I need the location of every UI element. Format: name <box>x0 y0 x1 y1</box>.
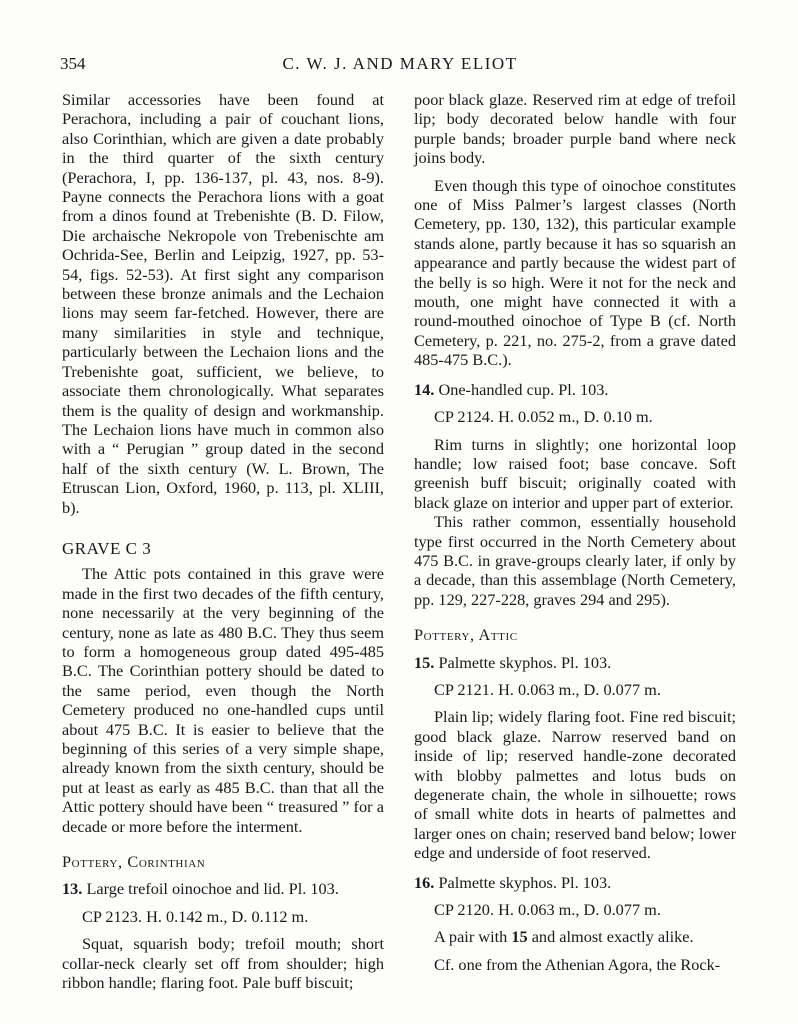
section-heading-attic: Pottery, Attic <box>414 625 518 645</box>
entry-16-title: Palmette skyphos. Pl. 103. <box>438 872 612 892</box>
right-column <box>414 90 736 974</box>
paragraph-household: This rather common, essentially household type first occurred in the North Cemetery about 475 B.C. in grave-groups clearly later, if only by a decade, than this assemblage (North Cemetery, pp. 129, 227-228, graves 294 and 295). <box>414 512 736 609</box>
entry-15-description: Plain lip; widely flaring foot. Fine red biscuit; good black glaze. Narrow reserved band on inside of lip; reserved handle-zone decorated with blobby palmettes and lotus buds on degenerate chain, the whole in silhouette; rows of small white dots in hearts of palmettes and larger ones on chain; reserved band below; lower edge and underside of foot reserved. <box>414 707 736 863</box>
paragraph-oinochoe: Even though this type of oinochoe constitutes one of Miss Palmer’s largest classes (North Cemetery, pp. 130, 132), this particular example stands alone, partly because it has so squarish an appearance and partly because the widest part of the belly is so high. Were it not for the neck and mouth, one might have connected it with a round-mouthed oinochoe of Type B (cf. North Cemetery, p. 221, no. 275-2, from a grave dated 485-475 B.C.). <box>414 175 736 370</box>
left-column <box>62 90 384 992</box>
entry-13-description: Squat, squarish body; trefoil mouth; short collar-neck clearly set off from shoulder; high ribbon handle; flaring foot. Pale buff biscuit; <box>62 934 384 993</box>
running-head <box>60 54 740 78</box>
entry-16-heading <box>414 873 736 892</box>
entry-14-title: One-handled cup. Pl. 103. <box>438 379 609 399</box>
entry-13-number: 13. <box>62 879 83 899</box>
entry-15-title: Palmette skyphos. Pl. 103. <box>438 652 612 672</box>
entry-16-description <box>414 927 736 946</box>
entry-13-title: Large trefoil oinochoe and lid. Pl. 103. <box>86 879 339 899</box>
grave-heading: GRAVE C 3 <box>62 538 152 558</box>
entry-16-pair-end: and almost exactly alike. <box>531 927 694 947</box>
entry-14-catalog: CP 2124. H. 0.052 m., D. 0.10 m. <box>434 407 653 427</box>
entry-16-pair-ref: 15 <box>511 927 528 947</box>
section-heading-corinthian: Pottery, Corinthian <box>62 852 206 872</box>
paragraph-accessories: Similar accessories have been found at Perachora, including a pair of couchant lions, also Corinthian, which are given a date probably in the third quarter of the sixth century (Perachora, I, pp. 136-137, pl. 43, nos. 8-9). Payne connects the Perachora lions with a goat from a dinos found at Trebenishte (B. D. Filow, Die archaische Nekropole von Trebenischte am Ochrida-See, Berlin and Leipzig, 1927, pp. 53-54, figs. 52-53). At first sight any comparison between these bronze animals and the Lechaion lions may seem far-fetched. However, there are many similarities in style and technique, particularly between the Lechaion lions and the Trebenishte goat, sufficient, we believe, to associate them chronologically. What separates them is the quality of design and workmanship. The Lechaion lions have much in common also with a “ Perugian ” group dated in the second half of the sixth century (W. L. Brown, The Etruscan Lion, Oxford, 1960, p. 113, pl. XLIII, b). <box>62 90 384 517</box>
entry-13-heading <box>62 879 384 898</box>
entry-15-number: 15. <box>414 652 435 672</box>
entry-13-description-continued: poor black glaze. Reserved rim at edge of trefoil lip; body decorated below handle with four purple bands; broader purple band where neck joins body. <box>414 90 736 168</box>
entry-16-pair-text: A pair with <box>434 927 508 947</box>
running-title: C. W. J. AND MARY ELIOT <box>282 54 518 73</box>
paragraph-attic-pots: The Attic pots contained in this grave were made in the first two decades of the fifth century, none necessarily at the very beginning of the century, none as late as 480 B.C. They thus seem to form a homogeneous group dated 495-485 B.C. The Corinthian pottery should be dated to the same period, even though the North Cemetery produced no one-handled cups until about 475 B.C. It is easier to believe that the beginning of this series of a very simple shape, already known from the sixth century, should be put at least as early as 485 B.C. than that all the Attic pottery should have been “ treasured ” for a decade or more before the interment. <box>62 564 384 836</box>
entry-15-catalog: CP 2121. H. 0.063 m., D. 0.077 m. <box>434 679 661 699</box>
entry-16-number: 16. <box>414 872 435 892</box>
paragraph-agora: Cf. one from the Athenian Agora, the Rock- <box>434 954 721 974</box>
entry-14-description: Rim turns in slightly; one horizontal loop handle; low raised foot; base concave. Soft greenish buff biscuit; originally coated with black glaze on interior and upper part of exterior. <box>414 434 736 512</box>
entry-14-heading <box>414 380 736 399</box>
entry-16-catalog: CP 2120. H. 0.063 m., D. 0.077 m. <box>434 900 661 920</box>
entry-13-catalog: CP 2123. H. 0.142 m., D. 0.112 m. <box>82 906 309 926</box>
entry-14-number: 14. <box>414 379 435 399</box>
page-number: 354 <box>60 54 86 73</box>
entry-15-heading <box>414 653 736 672</box>
